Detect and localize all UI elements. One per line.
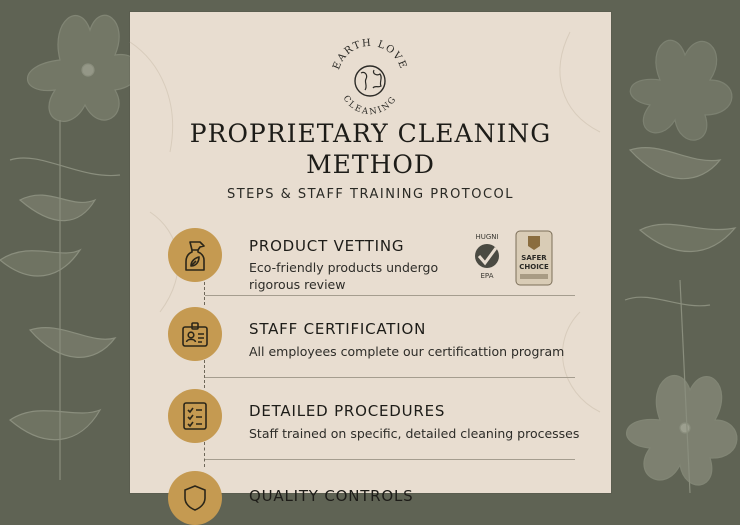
step-description: Staff trained on specific, detailed cleaning processes	[249, 426, 580, 441]
epa-mark-top-text: HUGNI	[475, 233, 499, 241]
step-detailed-procedures	[130, 385, 611, 465]
step-title: DETAILED PROCEDURES	[249, 402, 446, 420]
safer-choice-line2: CHOICE	[519, 263, 549, 271]
page-title-line1: PROPRIETARY CLEANING	[189, 119, 552, 148]
step-badge	[168, 228, 222, 282]
info-card	[130, 12, 611, 505]
step-title: STAFF CERTIFICATION	[249, 320, 427, 338]
step-badge	[168, 389, 222, 443]
step-divider	[205, 459, 575, 460]
earth-love-logo	[320, 28, 420, 128]
id-badge-icon	[180, 319, 210, 349]
spray-bottle-leaf-icon	[180, 238, 210, 272]
step-staff-certification	[130, 303, 611, 383]
step-description: All employees complete our certificattion program	[249, 344, 565, 359]
page-title-line2: METHOD	[306, 150, 435, 179]
epa-mark-text: EPA	[480, 272, 494, 280]
svg-text:CLEANING	[341, 94, 400, 117]
safer-choice-line1: SAFER	[521, 254, 547, 262]
step-badge	[168, 471, 222, 525]
step-description: Eco-friendly products undergo	[249, 260, 439, 275]
safer-choice-mark	[515, 230, 553, 286]
logo-brand-bottom: CLEANING	[340, 93, 400, 118]
checklist-icon	[181, 401, 209, 431]
step-divider	[205, 377, 575, 378]
step-title: QUALITY CONTROLS	[249, 487, 414, 505]
logo-brand-top: EARTH LOVE	[331, 37, 409, 72]
page-subtitle: STEPS & STAFF TRAINING PROTOCOL	[226, 187, 515, 202]
step-title: PRODUCT VETTING	[249, 237, 405, 255]
step-divider	[205, 295, 575, 296]
step-quality-controls	[130, 467, 611, 507]
epa-certification-mark	[465, 230, 509, 282]
shield-icon	[182, 484, 208, 512]
globe-icon	[355, 66, 385, 96]
step-badge	[168, 307, 222, 361]
step-description: rigorous review	[249, 277, 346, 292]
step-product-vetting	[130, 222, 611, 302]
